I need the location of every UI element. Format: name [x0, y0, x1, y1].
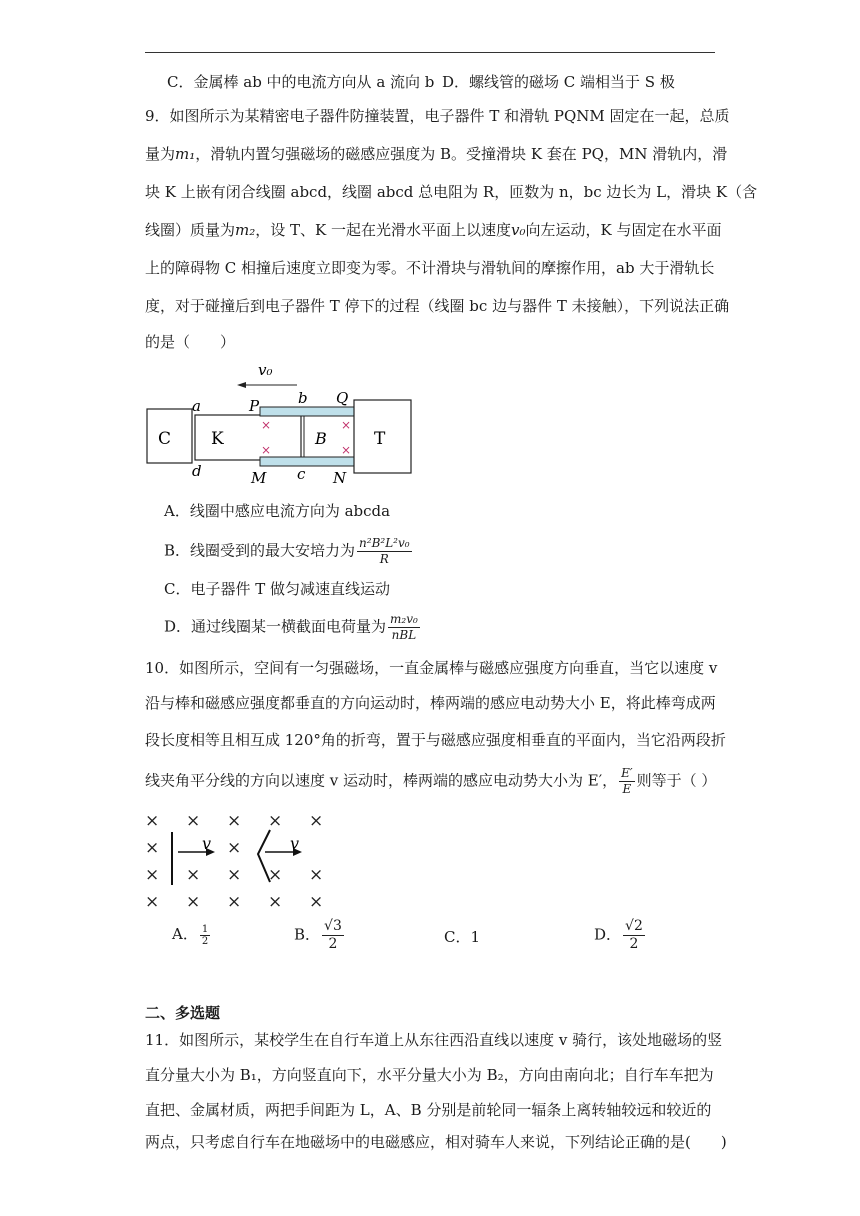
- q9-option-d: D．通过线圈某一横截面电荷量为 $\frac{\text{m₂v₀}}{\text{nBL}}$: [164, 612, 418, 642]
- cross-mark: ×: [227, 892, 242, 908]
- fig-label-Q: Q: [336, 389, 349, 407]
- cross-mark: ×: [268, 865, 283, 885]
- q8-option-c: C．金属棒 ab 中的电流方向从 a 流向 b: [167, 73, 435, 91]
- q9-option-b: B．线圈受到的最大安培力为 $\frac{\text{n²B²L²v₀}}{R}$: [164, 536, 410, 566]
- fig-label-B: B: [315, 429, 327, 448]
- q10-line-4: 线夹角平分线的方向以速度 v 运动时，棒两端的感应电动势大小为 E′， $\frac{E'}{E}$ 则等于（ ）: [145, 766, 717, 796]
- q10-fig-v1: v: [202, 834, 212, 853]
- cross-mark: ×: [145, 865, 160, 885]
- q9-line-4: 线圈）质量为m₂，设 T、K 一起在光滑水平面上以速度v₀向左运动，K 与固定在水平面: [145, 221, 722, 239]
- cross-mark: ×: [186, 811, 201, 831]
- q10-line-3: 段长度相等且相互成 120°角的折弯，置于与磁感应强度相垂直的平面内，当它沿两段折: [145, 731, 726, 749]
- header-rule: [145, 52, 715, 53]
- q9-option-d-fraction: $\frac{\text{m₂v₀}}{\text{nBL}}$: [390, 612, 418, 642]
- q9-line-3: 块 K 上嵌有闭合线圈 abcd，线圈 abcd 总电阻为 R，匝数为 n，bc 边长为 L，滑块 K（含: [145, 183, 758, 201]
- cross-mark: ×: [309, 865, 324, 885]
- q9-line-7: 的是（ ）: [145, 333, 236, 351]
- q10-option-c: C．1: [444, 928, 481, 946]
- cross-mark: ×: [268, 892, 283, 908]
- q10-option-d: D． $\frac{√2}{2}$: [594, 918, 643, 952]
- q9-line-2: 量为m₁，滑轨内置匀强磁场的磁感应强度为 B。受撞滑块 K 套在 PQ，MN 滑轨内，滑: [145, 145, 728, 163]
- cross-mark: ×: [145, 811, 160, 831]
- fig-label-b: b: [298, 389, 308, 407]
- q10-line-1: 10．如图所示，空间有一匀强磁场，一直金属棒与磁感应强度方向垂直，当它以速度 v: [145, 659, 718, 677]
- q9-m1: m₁: [175, 145, 196, 163]
- fig-label-d: d: [192, 462, 202, 480]
- fig-label-K: K: [211, 429, 224, 449]
- cross-mark: ×: [145, 838, 160, 858]
- q9-line-6: 度，对于碰撞后到电子器件 T 停下的过程（线圈 bc 边与器件 T 未接触），下列说法正确: [145, 297, 730, 315]
- q9-option-b-fraction: $\frac{\text{n²B²L²v₀}}{R}$: [359, 536, 410, 566]
- q10-fig-v2: v: [290, 834, 300, 853]
- fig-label-M: M: [251, 469, 267, 487]
- cross-mark: ×: [268, 811, 283, 831]
- q9-figure: [140, 358, 430, 490]
- cross-mark: ×: [309, 892, 324, 908]
- q9-m2: m₂: [235, 221, 256, 239]
- cross-mark: ×: [227, 838, 242, 858]
- q8-option-d: D．螺线管的磁场 C 端相当于 S 极: [442, 73, 675, 91]
- q9-option-a: A．线圈中感应电流方向为 abcda: [164, 502, 391, 520]
- q10-option-a: A． $\frac{1}{2}$: [172, 923, 209, 947]
- fig-label-N: N: [333, 469, 347, 487]
- cross-mark: ×: [186, 865, 201, 885]
- q10-option-b-fraction: $\frac{√3}{2}$: [324, 918, 342, 952]
- fig-cross: ×: [261, 443, 272, 457]
- fig-label-T: T: [374, 429, 386, 449]
- fig-label-C: C: [158, 429, 172, 449]
- q10-fraction: $\frac{E'}{E}$: [621, 766, 633, 796]
- q9-line-5: 上的障碍物 C 相撞后速度立即变为零。不计滑块与滑轨间的摩擦作用，ab 大于滑轨长: [145, 259, 715, 277]
- section-heading: 二、多选题: [145, 1004, 221, 1022]
- fig-cross: ×: [341, 443, 352, 457]
- q10-option-d-fraction: $\frac{√2}{2}$: [625, 918, 643, 952]
- fig-cross: ×: [341, 418, 352, 432]
- q11-line-4: 两点，只考虑自行车在地磁场中的电磁感应，相对骑车人来说，下列结论正确的是( ): [145, 1133, 727, 1151]
- cross-mark: ×: [309, 811, 324, 831]
- q11-line-3: 直把、金属材质，两把手间距为 L，A、B 分别是前轮同一辐条上离转轴较远和较近的: [145, 1101, 712, 1119]
- q10-line-2: 沿与棒和磁感应强度都垂直的方向运动时，棒两端的感应电动势大小 E，将此棒弯成两: [145, 694, 716, 712]
- q11-line-2: 直分量大小为 B₁，方向竖直向下，水平分量大小为 B₂，方向由南向北；自行车车把为: [145, 1066, 714, 1084]
- cross-mark: ×: [186, 892, 201, 908]
- fig-label-v0: v₀: [258, 361, 273, 379]
- q10-option-a-fraction: $\frac{1}{2}$: [201, 923, 209, 947]
- q10-figure: [140, 800, 340, 908]
- cross-mark: ×: [227, 811, 242, 831]
- fig-label-P: P: [249, 397, 260, 415]
- q11-line-1: 11．如图所示，某校学生在自行车道上从东往西沿直线以速度 v 骑行，该处地磁场的竖: [145, 1031, 723, 1049]
- q9-line-1: 9．如图所示为某精密电子器件防撞装置，电子器件 T 和滑轨 PQNM 固定在一起，总质: [145, 107, 730, 125]
- q9-option-c: C．电子器件 T 做匀减速直线运动: [164, 580, 391, 598]
- fig-cross: ×: [261, 418, 272, 432]
- fig-label-a: a: [192, 397, 201, 415]
- cross-mark: ×: [227, 865, 242, 885]
- q9-v0: v₀: [511, 221, 526, 239]
- cross-mark: ×: [145, 892, 160, 908]
- fig-label-c: c: [297, 465, 306, 483]
- q10-option-b: B． $\frac{√3}{2}$: [294, 918, 342, 952]
